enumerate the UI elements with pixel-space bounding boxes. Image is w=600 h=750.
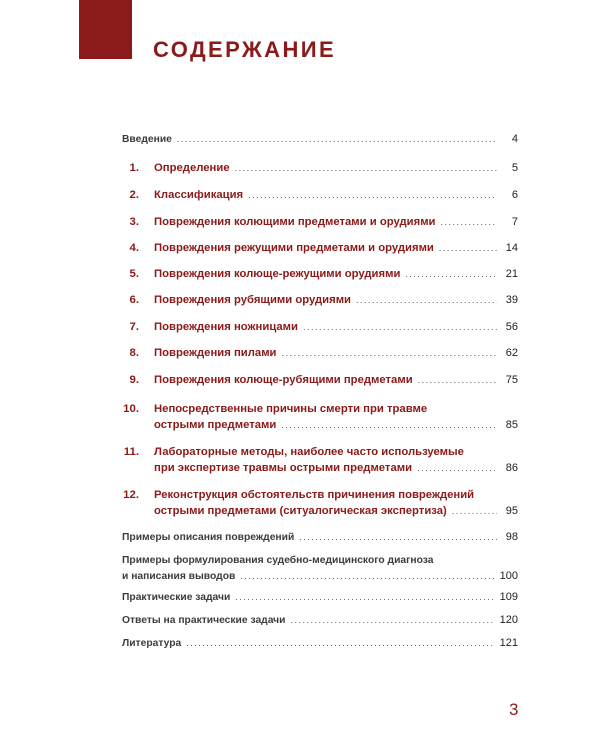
toc-entry-title: Примеры описания повреждений bbox=[122, 532, 295, 543]
toc-entry-title: Введение bbox=[122, 134, 172, 145]
toc-entry-title-line1: Реконструкция обстоятельств причинения повреждений bbox=[154, 489, 475, 501]
chapter-number: 6. bbox=[129, 294, 139, 306]
dot-leader bbox=[235, 162, 497, 175]
chapter-number: 10. bbox=[123, 403, 139, 415]
chapter-number: 1. bbox=[129, 162, 139, 174]
chapter-number: 2. bbox=[129, 189, 139, 201]
dot-leader bbox=[303, 321, 497, 334]
toc-entry-title: Повреждения режущими предметами и орудиями bbox=[154, 242, 434, 254]
toc-page-number: 62 bbox=[505, 347, 518, 359]
toc-page-number: 4 bbox=[511, 133, 518, 145]
toc-entry-title: Повреждения пилами bbox=[154, 347, 277, 359]
toc-page-number: 75 bbox=[505, 374, 518, 386]
toc-entry-title-line2: острыми предметами bbox=[154, 419, 277, 431]
toc-page-number: 121 bbox=[499, 637, 518, 649]
page-title: СОДЕРЖАНИЕ bbox=[153, 37, 337, 62]
dot-leader bbox=[439, 242, 497, 255]
toc-page-number: 39 bbox=[505, 294, 518, 306]
toc-page-number: 7 bbox=[511, 216, 518, 228]
toc-entry-title: Повреждения колюще-режущими орудиями bbox=[154, 268, 401, 280]
toc-page-number: 14 bbox=[505, 242, 518, 254]
chapter-number: 8. bbox=[129, 347, 139, 359]
dot-leader bbox=[186, 637, 494, 650]
toc-entry-title: Литература bbox=[122, 638, 182, 649]
dot-leader bbox=[441, 216, 498, 229]
toc-entry-title-line2: при экспертизе травмы острыми предметами bbox=[154, 462, 413, 474]
dot-leader bbox=[177, 133, 497, 146]
dot-leader bbox=[240, 570, 494, 583]
toc-entry-title: Повреждения колющими предметами и орудиями bbox=[154, 216, 436, 228]
dot-leader bbox=[299, 531, 497, 544]
chapter-number: 7. bbox=[129, 321, 139, 333]
toc-page-number: 98 bbox=[505, 531, 518, 543]
toc-entry-title-line1: Лабораторные методы, наиболее часто используемые bbox=[154, 446, 464, 458]
chapter-number: 5. bbox=[129, 268, 139, 280]
toc-entry-title-line1: Непосредственные причины смерти при травме bbox=[154, 403, 428, 415]
dot-leader bbox=[282, 347, 498, 360]
dot-leader bbox=[291, 614, 495, 627]
toc-page-number: 120 bbox=[499, 614, 518, 626]
dot-leader bbox=[452, 505, 497, 518]
toc-page-number: 109 bbox=[499, 591, 518, 603]
chapter-number: 3. bbox=[129, 216, 139, 228]
toc-page-number: 85 bbox=[505, 419, 518, 431]
toc-entry-title: Повреждения колюще-рубящими предметами bbox=[154, 374, 413, 386]
toc-page-number: 56 bbox=[505, 321, 518, 333]
toc-entry-title: Практические задачи bbox=[122, 592, 231, 603]
toc-entry-title: Повреждения рубящими орудиями bbox=[154, 294, 351, 306]
toc-entry-title-line2: острыми предметами (ситуалогическая экспертиза) bbox=[154, 505, 447, 517]
dot-leader bbox=[418, 374, 497, 387]
toc-page-number: 100 bbox=[499, 570, 518, 582]
dot-leader bbox=[356, 294, 497, 307]
chapter-number: 11. bbox=[123, 446, 139, 458]
toc-page-number: 86 bbox=[505, 462, 518, 474]
toc-entry-title-line1: Примеры формулирования судебно-медицинского диагноза bbox=[122, 555, 434, 566]
dot-leader bbox=[248, 189, 497, 202]
dot-leader bbox=[235, 591, 494, 604]
chapter-number: 4. bbox=[129, 242, 139, 254]
toc-page-number: 6 bbox=[511, 189, 518, 201]
chapter-number: 12. bbox=[123, 489, 139, 501]
chapter-number: 9. bbox=[129, 374, 139, 386]
dot-leader bbox=[405, 268, 497, 281]
toc-entry-title: Ответы на практические задачи bbox=[122, 615, 286, 626]
page-number: 3 bbox=[509, 700, 519, 719]
toc-entry-title: Повреждения ножницами bbox=[154, 321, 298, 333]
toc-entry-title: Классификация bbox=[154, 189, 244, 201]
toc-page-number: 95 bbox=[505, 505, 518, 517]
dot-leader bbox=[417, 462, 497, 475]
dot-leader bbox=[281, 419, 497, 432]
toc-page-number: 5 bbox=[511, 162, 518, 174]
toc-entry-title: Определение bbox=[154, 162, 230, 174]
toc-entry-title-line2: и написания выводов bbox=[122, 571, 236, 582]
toc-page-number: 21 bbox=[505, 268, 518, 280]
